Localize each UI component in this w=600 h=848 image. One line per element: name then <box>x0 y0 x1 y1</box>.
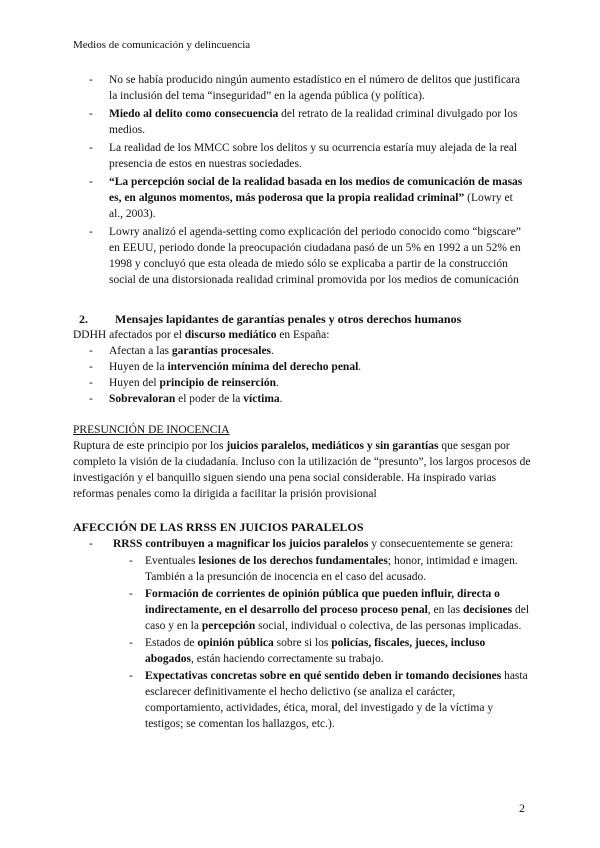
bold-run: juicios paralelos, mediáticos y sin garantías <box>226 440 439 452</box>
list-1 <box>89 72 525 290</box>
text-run: . <box>275 377 279 389</box>
bold-run: víctima <box>243 393 280 405</box>
text-run: sobre si los <box>273 637 332 649</box>
list-item <box>129 635 531 667</box>
bold-run: policías, fiscales, jueces, incluso abogados <box>145 637 486 665</box>
dash-bullet: - <box>129 555 133 567</box>
bold-run: Miedo al delito como consecuencia <box>109 108 279 120</box>
text-run: ; honor, intimidad e imagen. También a la presunción de inocencia en el caso del acusado. <box>145 555 518 583</box>
page-number: 2 <box>519 801 525 815</box>
text-run: (Lowry et al., 2003). <box>109 192 513 220</box>
dash-bullet: - <box>129 637 133 649</box>
bold-run: “La percepción social de la realidad basada en los medios de comunicación de masas es, en algunos momentos, más poderosa que la propia realidad criminal” <box>109 176 523 204</box>
afeccion-title: AFECCIÓN DE LAS RRSS EN JUICIOS PARALELOS <box>73 520 364 534</box>
text-run: que sesgan por completo la visión de la ciudadanía. Incluso con la utilización de “presunto”, los largos procesos de investigación y el banquillo siguen siendo una pena social considerable. Ha inspirado varias reformas penales como la dirigida a facilitar la prisión provisional <box>73 440 531 500</box>
presuncion-paragraph <box>73 438 531 502</box>
list-item <box>89 174 525 222</box>
bold-run: intervención mínima del derecho penal <box>167 361 359 373</box>
list-item <box>129 668 531 732</box>
list-item <box>89 106 525 138</box>
section-2-heading <box>73 311 533 327</box>
text-run: social, individual o colectiva, de las personas implicadas. <box>255 620 522 632</box>
dash-bullet: - <box>89 176 93 188</box>
list-item <box>89 359 533 375</box>
text-run: . <box>358 361 362 373</box>
text-run: Lowry analizó el agenda-setting como explicación del periodo conocido como “bigscare” en EEUU, periodo donde la preocupación ciudadana pasó de un 5% en 1992 a un 52% en 1998 y concluyó que esta oleada de miedo sólo se explicaba a partir de la construcción social de una distorsionada realidad criminal promovida por los medios de comunicación <box>109 226 521 286</box>
bold-run: Formación de corrientes de opinión pública que pueden influir, directa o indirectamente, en el desarrollo del proceso proceso penal <box>145 588 500 616</box>
text-run: Eventuales <box>145 555 199 567</box>
list-item <box>89 391 533 407</box>
text-run: , en las <box>427 604 463 616</box>
text-run: No se había producido ningún aumento estadístico en el número de delitos que justificara la inclusión del tema “inseguridad” en la agenda pública (y política). <box>109 74 521 102</box>
list-item <box>129 553 531 585</box>
text-run: del retrato de la realidad criminal divulgado por los medios. <box>109 108 518 136</box>
list-item <box>89 343 533 359</box>
text-run: y consecuentemente se genera: <box>368 538 514 550</box>
bold-run: percepción <box>201 620 256 632</box>
text-run: Huyen del <box>109 377 160 389</box>
text-run: hasta esclarecer definitivamente el hecho delictivo (se analiza el carácter, comportamiento, actividades, ética, moral, del investigado y de la víctima y testigos; se comentan los hallazgos, etc.). <box>145 670 528 730</box>
section-2-title: Mensajes lapidantes de garantías penales y otros derechos humanos <box>115 312 462 326</box>
bold-run: RRSS contribuyen a magnificar los juicios paralelos <box>113 538 369 550</box>
dash-bullet: - <box>89 108 93 120</box>
text-run: . <box>279 393 283 405</box>
page-header: Medios de comunicación y delincuencia <box>73 39 251 51</box>
bold-run: lesiones de los derechos fundamentales <box>198 555 388 567</box>
section-2-intro <box>73 327 533 343</box>
text-run: en España: <box>276 329 330 341</box>
dash-bullet: - <box>89 377 93 389</box>
list-item <box>89 140 525 172</box>
bold-run: garantías procesales <box>171 345 272 357</box>
bold-run: decisiones <box>462 604 513 616</box>
list-item <box>89 375 533 391</box>
bold-run: opinión pública <box>197 637 274 649</box>
text-run: Estados de <box>145 637 198 649</box>
section-2-number: 2. <box>79 312 88 326</box>
list-item <box>89 224 525 288</box>
bold-run: principio de reinserción <box>159 377 276 389</box>
text-run: . <box>271 345 274 357</box>
text-run: el poder de la <box>175 393 244 405</box>
list-item <box>129 586 531 634</box>
dash-bullet: - <box>129 670 133 682</box>
presuncion-section <box>73 422 531 502</box>
bold-run: Sobrevaloran <box>109 393 176 405</box>
bold-run: Expectativas concretas sobre en qué sentido deben ir tomando decisiones <box>145 670 502 682</box>
dash-bullet: - <box>89 538 93 550</box>
bold-run: discurso mediático <box>184 329 277 341</box>
text-run: Ruptura de este principio por los <box>73 440 227 452</box>
dash-bullet: - <box>89 345 93 357</box>
dash-bullet: - <box>89 226 93 238</box>
presuncion-title: PRESUNCIÓN DE INOCENCIA <box>73 424 230 436</box>
list-item <box>89 72 525 104</box>
dash-bullet: - <box>129 588 133 600</box>
text-run: , están haciendo correctamente su trabajo. <box>191 653 384 665</box>
text-run: del caso y en la <box>145 604 530 632</box>
afeccion-lead-item <box>73 536 531 552</box>
dash-bullet: - <box>89 361 93 373</box>
dash-bullet: - <box>89 142 93 154</box>
text-run: DDHH afectados por el <box>73 329 185 341</box>
text-run: Huyen de la <box>109 361 168 373</box>
dash-bullet: - <box>89 74 93 86</box>
dash-bullet: - <box>89 393 93 405</box>
text-run: Afectan a las <box>109 345 172 357</box>
section-2 <box>73 311 533 407</box>
afeccion-section <box>73 519 531 732</box>
text-run: La realidad de los MMCC sobre los delitos y su ocurrencia estaría muy alejada de la real presencia de estos en nuestras sociedades. <box>109 142 518 170</box>
